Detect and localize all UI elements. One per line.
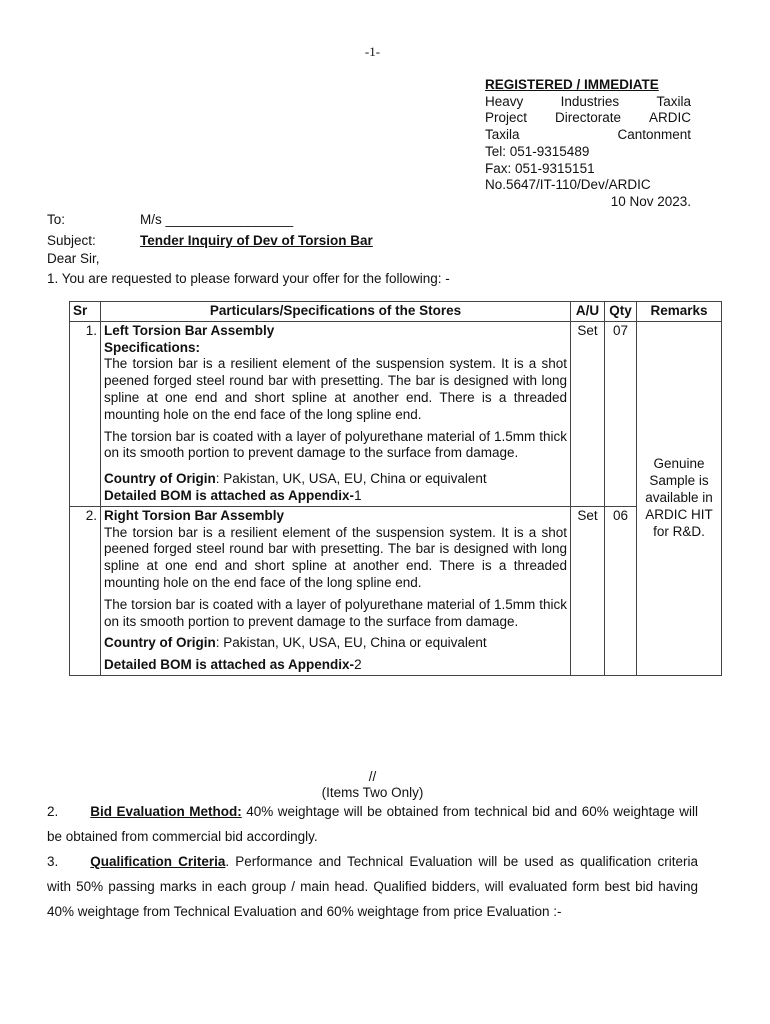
items-total: (Items Two Only) <box>321 785 424 800</box>
header-au: A/U <box>571 302 605 322</box>
org-word: Directorate <box>554 110 622 126</box>
origin-value: : Pakistan, UK, USA, EU, China or equivalent <box>215 471 487 487</box>
row-qty: 06 <box>605 506 637 675</box>
row-qty: 07 <box>605 321 637 506</box>
tel: Tel: 051-9315489 <box>485 143 590 159</box>
item-title: Right Torsion Bar Assembly <box>104 507 285 523</box>
row-description <box>101 321 571 506</box>
org-line-3 <box>485 127 691 144</box>
header-remarks: Remarks <box>637 302 722 322</box>
section-2 <box>47 799 698 849</box>
bom-number: 2 <box>354 657 362 673</box>
spec-paragraph: The torsion bar is a resilient element of the suspension system. It is a shot peened forged steel round bar with presetting. The bar is designed with long spline at one end and short spline at another end. There is a threaded mounting hole on the end face of the long spline end. <box>104 524 567 590</box>
subject-value: Tender Inquiry of Dev of Torsion Bar <box>140 233 373 248</box>
row-au: Set <box>571 506 605 675</box>
spec-paragraph: The torsion bar is coated with a layer of polyurethane material of 1.5mm thick on its smooth portion to prevent damage to the surface from damage. <box>104 596 567 629</box>
org-word: ARDIC <box>648 110 691 126</box>
org-word: Heavy <box>485 93 524 109</box>
header-sr: Sr <box>70 302 101 322</box>
bom-line <box>104 657 567 674</box>
org-word: Taxila <box>656 93 691 109</box>
section-3-text: . Performance and Technical Evaluation will be used as qualification criteria with 50% passing marks in each group / main head. Qualified bidders, will evaluated form best bid having 40% weightage from Technical Evaluation and 60% weightage from price Evaluation :- <box>47 854 699 920</box>
bom-label: Detailed BOM is attached as Appendix- <box>104 487 355 503</box>
bom-number: 1 <box>354 487 362 503</box>
org-word: Taxila <box>485 127 520 143</box>
double-slash: // <box>368 769 377 784</box>
bom-line <box>104 488 567 505</box>
header-particulars: Particulars/Specifications of the Stores <box>101 302 571 322</box>
subject-label: Subject: <box>47 233 96 248</box>
section-2-heading: Bid Evaluation Method: <box>90 804 242 819</box>
origin-line <box>104 471 567 488</box>
items-total-block <box>0 769 745 801</box>
to-label: To: <box>47 212 66 227</box>
row-sr: 1. <box>70 321 101 506</box>
header-title: REGISTERED / IMMEDIATE <box>485 77 659 92</box>
to-value: M/s _________________ <box>140 212 294 227</box>
section-3 <box>47 849 698 925</box>
org-word: Project <box>485 110 528 126</box>
item-title: Left Torsion Bar Assembly <box>104 322 275 338</box>
row-remarks: Genuine Sample is available in ARDIC HIT for R&D. <box>637 321 722 675</box>
table-header-row <box>70 302 722 322</box>
row-au: Set <box>571 321 605 506</box>
origin-label: Country of Origin <box>104 635 216 651</box>
spec-paragraph: The torsion bar is coated with a layer of polyurethane material of 1.5mm thick on its smooth portion to prevent damage to the surface from damage. <box>104 428 567 461</box>
section-2-number: 2. <box>47 804 59 819</box>
section-2-text: 40% weightage will be obtained from technical bid and 60% weightage will be obtained from commercial bid accordingly. <box>47 804 698 845</box>
spec-paragraph: The torsion bar is a resilient element of the suspension system. It is a shot peened forged steel round bar with presetting. The bar is designed with long spline at one end and short spline at another end. There is a threaded mounting hole on the end face of the long spline end. <box>104 356 567 422</box>
header-qty: Qty <box>605 302 637 322</box>
letter-header <box>485 77 691 211</box>
page-number: -1- <box>364 44 381 59</box>
fax: Fax: 051-9315151 <box>485 160 595 176</box>
row-description <box>101 506 571 675</box>
intro-text: 1. You are requested to please forward your offer for the following: - <box>47 271 450 286</box>
table-row <box>70 321 722 506</box>
section-3-heading: Qualification Criteria <box>90 854 226 869</box>
origin-line <box>104 635 567 652</box>
origin-label: Country of Origin <box>104 471 216 487</box>
salutation: Dear Sir, <box>47 251 100 266</box>
org-word: Industries <box>560 93 620 109</box>
spec-label: Specifications: <box>104 339 201 355</box>
org-line-1 <box>485 94 691 111</box>
org-word: Cantonment <box>617 127 691 143</box>
table-row <box>70 506 722 675</box>
letter-date: 10 Nov 2023. <box>610 193 691 209</box>
origin-value: : Pakistan, UK, USA, EU, China or equivalent <box>215 635 487 651</box>
section-3-number: 3. <box>47 854 59 869</box>
bom-label: Detailed BOM is attached as Appendix- <box>104 657 355 673</box>
stores-table <box>69 301 722 676</box>
row-sr: 2. <box>70 506 101 675</box>
org-line-2 <box>485 110 691 127</box>
reference-number: No.5647/IT-110/Dev/ARDIC <box>485 177 651 193</box>
